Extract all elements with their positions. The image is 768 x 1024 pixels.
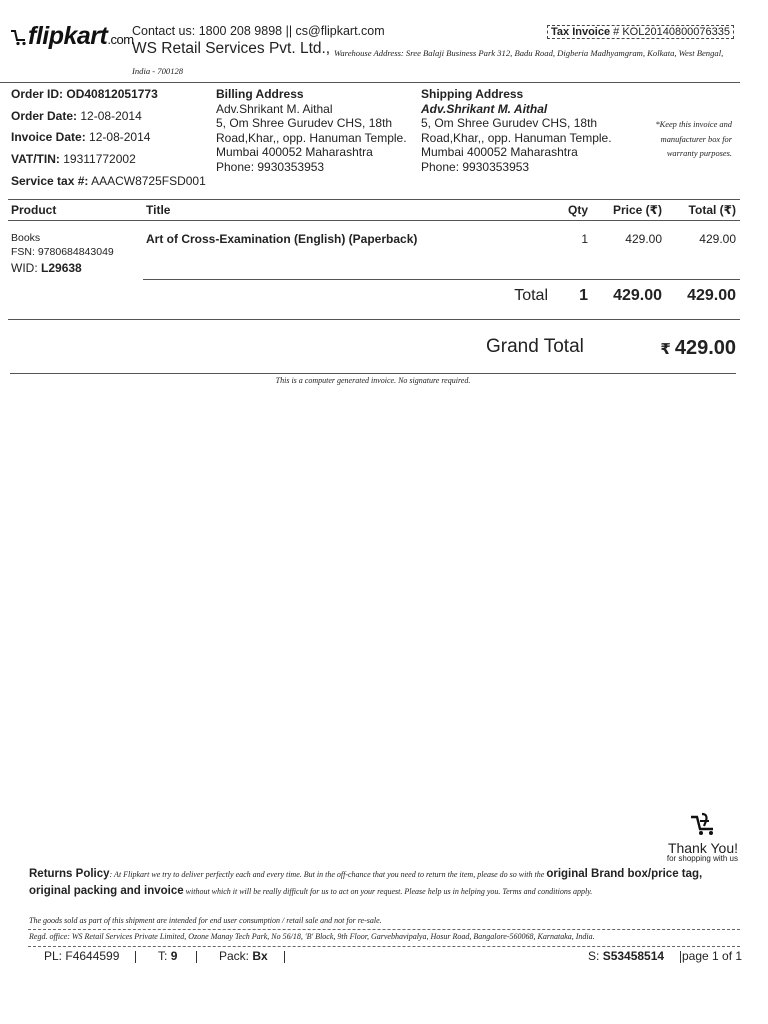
returns-title: Returns Policy: [29, 868, 110, 880]
col-header-title: Title: [146, 203, 171, 217]
product-total: 429.00: [699, 232, 736, 246]
footer-sep: [680, 951, 681, 963]
shipping-line2: Road,Khar,, opp. Hanuman Temple.: [421, 130, 612, 145]
grand-total-rule: [10, 373, 736, 374]
footer-sep: [135, 951, 136, 963]
tax-invoice-number: # KOL20140800076335: [613, 26, 731, 38]
billing-line2: Road,Khar,, opp. Hanuman Temple.: [216, 130, 407, 145]
thank-you-block: [660, 812, 738, 863]
col-header-qty: Qty: [567, 203, 588, 217]
goods-note: The goods sold as part of this shipment are intended for end user consumption / retail sale and not for re-sale.: [29, 916, 382, 925]
flipkart-cart-icon: [688, 812, 718, 836]
page-number: page 1 of 1: [682, 949, 743, 963]
footer-dash-2: [28, 946, 740, 947]
billing-name: Adv.Shrikant M. Aithal: [216, 101, 333, 116]
col-header-total: Total (₹): [688, 203, 736, 217]
grand-total-value: ₹ 429.00: [660, 337, 736, 359]
shipping-line1: 5, Om Shree Gurudev CHS, 18th: [421, 116, 598, 130]
flipkart-cart-icon: [10, 28, 28, 46]
billing-line3: Mumbai 400052 Maharashtra: [216, 145, 373, 159]
summary-rule: [8, 319, 740, 320]
flipkart-logo: [10, 22, 134, 51]
order-date: Order Date: 12-08-2014: [11, 109, 142, 123]
shipping-line3: Mumbai 400052 Maharashtra: [421, 145, 578, 159]
product-fsn: FSN: 9780684843049: [11, 246, 114, 258]
footer-pl: PL: F4644599: [44, 949, 120, 963]
vat-tin: VAT/TIN: 19311772002: [11, 152, 136, 166]
company-name: WS Retail Services Pvt. Ltd.,: [132, 40, 331, 57]
header-divider: [0, 82, 740, 83]
grand-total-label: Grand Total: [486, 336, 584, 357]
thank-you-subtitle: for shopping with us: [666, 854, 738, 863]
billing-title: Billing Address: [216, 87, 304, 101]
product-title: Art of Cross-Examination (English) (Paperback): [146, 232, 418, 246]
thank-you-title: Thank You!: [667, 840, 738, 856]
product-price: 429.00: [625, 232, 662, 246]
shipping-name: Adv.Shrikant M. Aithal: [421, 101, 548, 116]
billing-line1: 5, Om Shree Gurudev CHS, 18th: [216, 116, 393, 130]
footer-pack: Pack: Bx: [219, 949, 268, 963]
product-category: Books: [11, 232, 41, 244]
shipping-address: [421, 87, 612, 174]
service-tax: Service tax #: AAACW8725FSD001: [11, 174, 206, 188]
summary-total: 429.00: [687, 287, 736, 304]
product-wid: WID: L29638: [11, 261, 82, 275]
tax-invoice-label: Tax Invoice: [551, 26, 611, 38]
warranty-note: *Keep this invoice and manufacturer box for warranty purposes.: [655, 120, 732, 158]
col-header-product: Product: [11, 203, 57, 217]
footer-dash-1: [28, 929, 740, 930]
warehouse-address: Warehouse Address: Sree Balaji Business Park 312, Badu Road, Digberia Madhyamgram, Kolkata, West Bengal, India - 700128: [132, 48, 724, 76]
returns-policy: Returns Policy: At Flipkart we try to deliver perfectly each and every time. But in the off-chance that you need to return the item, please do so with the original Brand box/price tag, original packing and invoice without which it will be really difficult for us to act on your request. Please help us in helping you. Terms and conditions apply.: [29, 868, 703, 897]
product-qty: 1: [581, 232, 588, 246]
summary-qty: 1: [579, 287, 588, 304]
table-header-rule: [8, 220, 740, 221]
footer-sep: [284, 951, 285, 963]
footer-s: S: S53458514: [588, 949, 665, 963]
invoice-date: Invoice Date: 12-08-2014: [11, 130, 151, 144]
shipping-title: Shipping Address: [421, 87, 524, 101]
shipping-phone: Phone: 9930353953: [421, 159, 530, 174]
logo-text: flipkart: [28, 22, 108, 50]
footer-t: T: 9: [158, 949, 178, 963]
logo-suffix: .com: [107, 32, 134, 47]
summary-total-label: Total: [514, 287, 548, 304]
billing-address: [216, 87, 407, 174]
contact-info: Contact us: 1800 208 9898 || cs@flipkart.com: [132, 24, 385, 38]
order-id: Order ID: OD40812051773: [11, 87, 158, 101]
table-top-rule: [8, 199, 740, 200]
tax-invoice-box: [547, 25, 734, 39]
billing-phone: Phone: 9930353953: [216, 159, 325, 174]
col-header-price: Price (₹): [612, 203, 662, 217]
row-rule: [143, 279, 740, 280]
signature-note: This is a computer generated invoice. No signature required.: [275, 376, 471, 385]
footer-sep: [196, 951, 197, 963]
rupee-icon: ₹: [660, 341, 671, 358]
regd-office: Regd. office: WS Retail Services Private Limited, Ozone Manay Tech Park, No 56/18, 'B' Block, 9th Floor, Garvebhavipalya, Hosur Road, Bangalore-560068, Karnataka, India.: [29, 932, 595, 941]
summary-price: 429.00: [613, 287, 662, 304]
